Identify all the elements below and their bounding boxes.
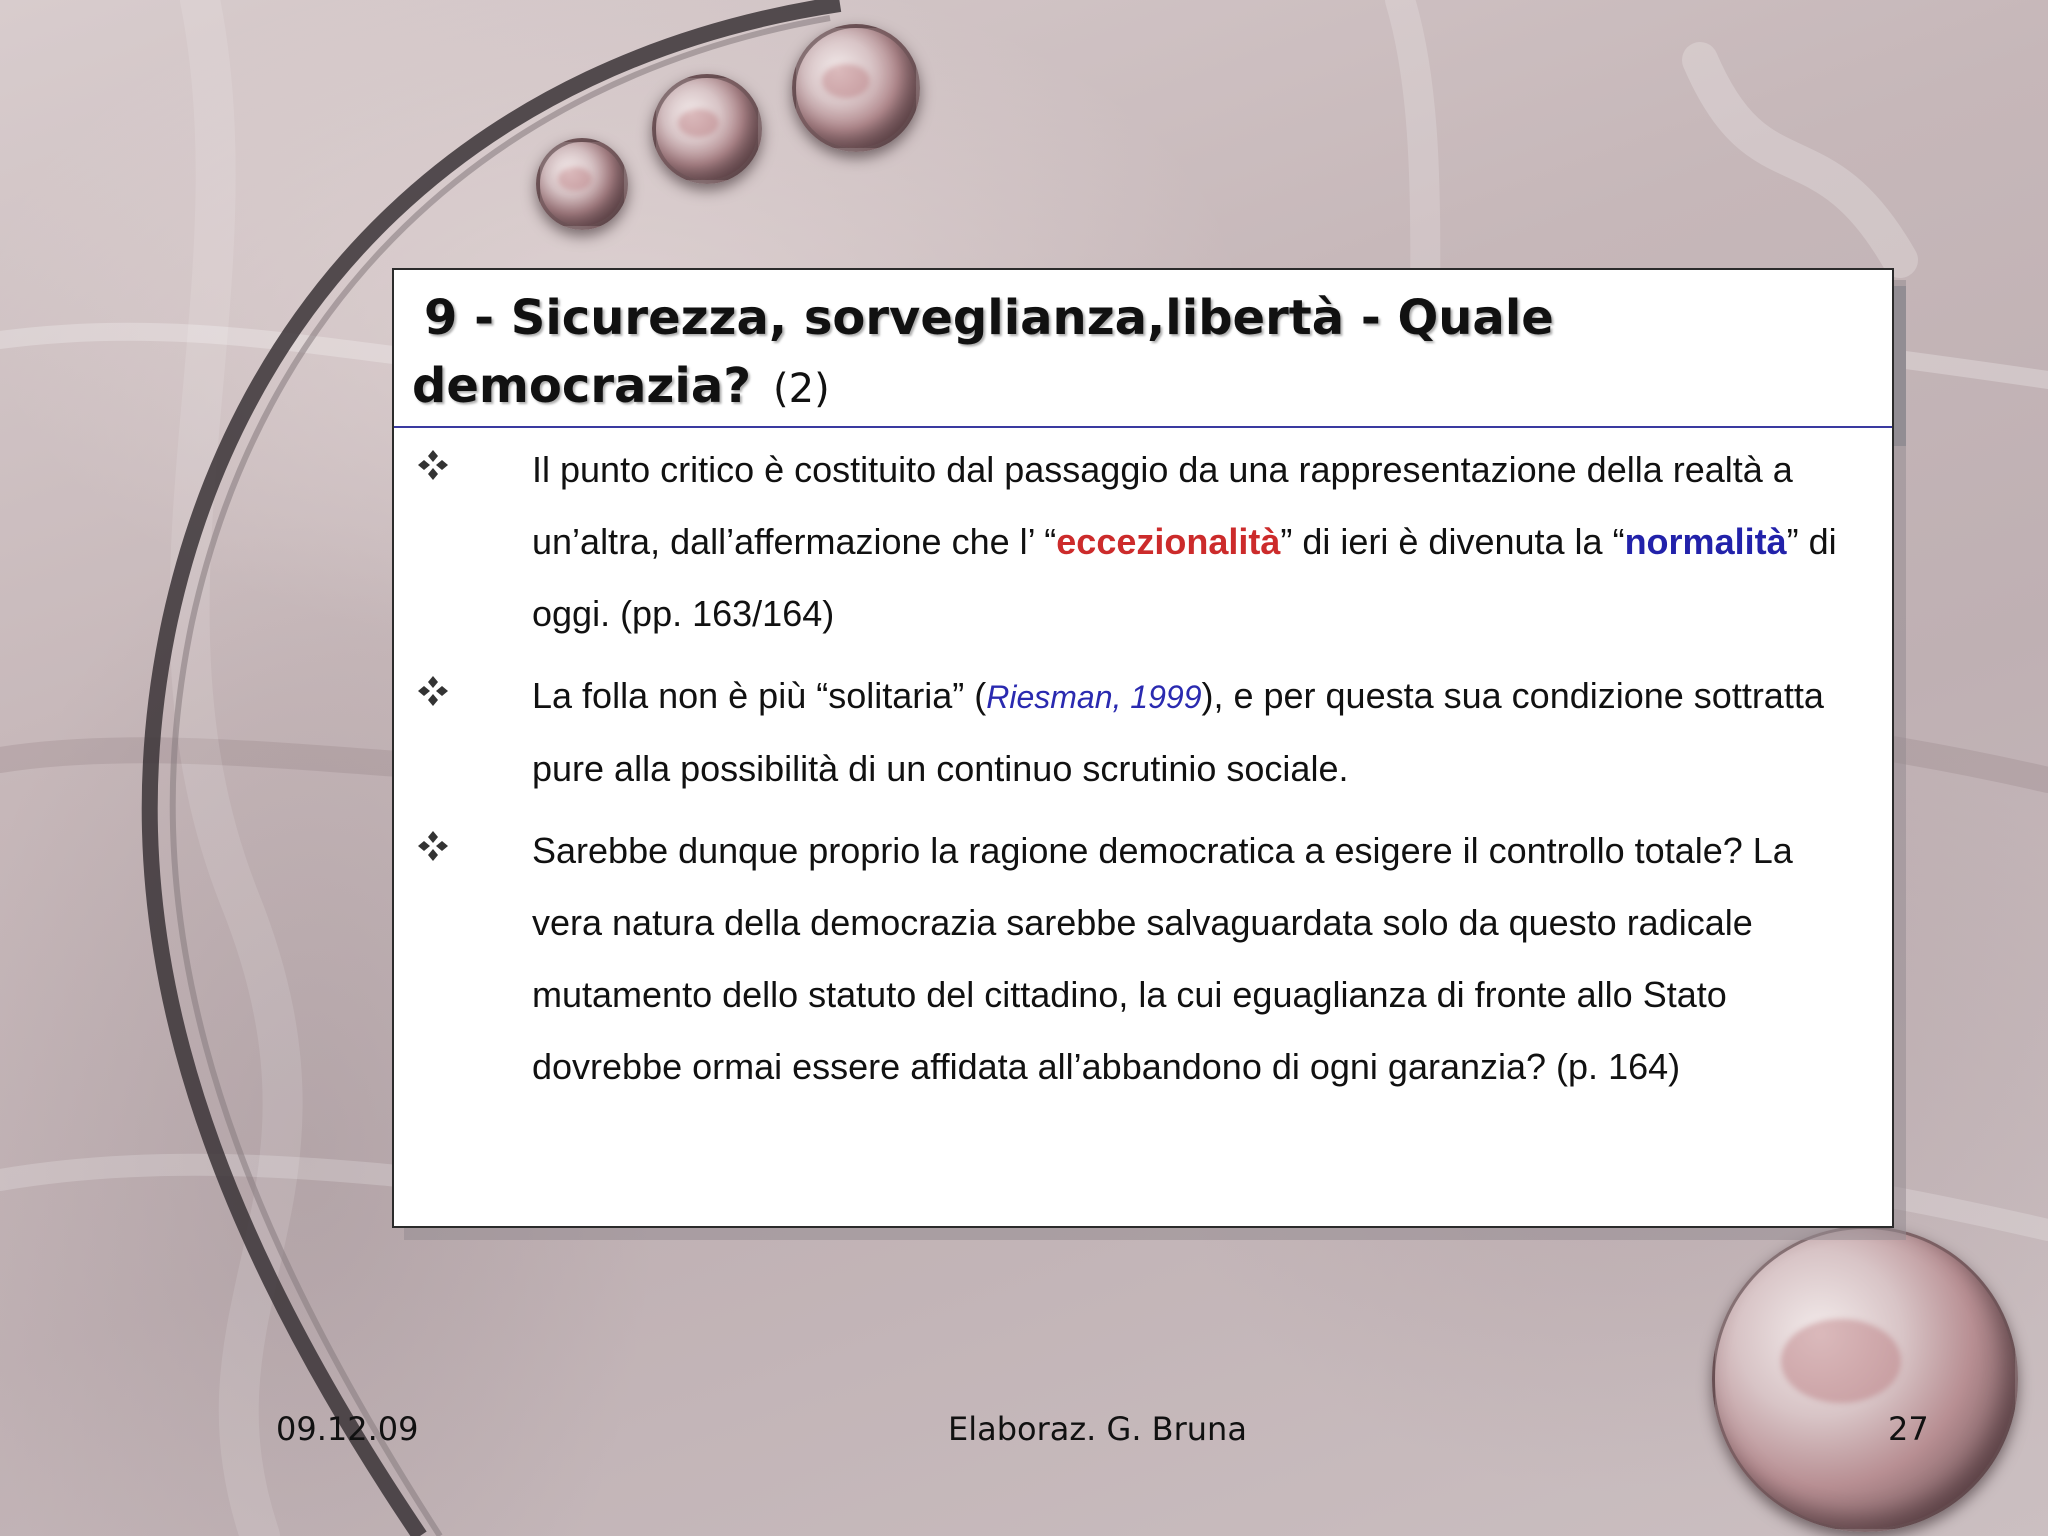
text-segment: ” di oggi. (pp. 163/164) (532, 521, 1837, 634)
content-card (392, 268, 1894, 1228)
diamond-bullet-icon (416, 674, 450, 708)
footer-date: 09.12.09 (276, 1410, 419, 1448)
bullet-text (532, 434, 1872, 650)
marble-sphere-small (536, 138, 628, 230)
title-box (394, 270, 1892, 428)
marble-sphere-large (792, 24, 920, 152)
bullet-text (532, 660, 1872, 805)
emphasis-red: eccezionalità (1056, 521, 1281, 562)
title-suffix: (2) (773, 366, 830, 412)
title-line-1: 9 - Sicurezza, sorveglianza,libertà - Quale (424, 290, 1554, 346)
marble-sphere-medium (652, 74, 762, 184)
diamond-bullet-icon (416, 829, 450, 863)
list-item (394, 434, 1892, 650)
citation: Riesman, 1999 (986, 679, 1202, 715)
marble-sphere-corner (1712, 1226, 2018, 1532)
diamond-bullet-icon (416, 448, 450, 482)
text-segment: Il punto critico è costituito dal passaggio da una rappresentazione della realtà a un’altra, dall’affermazione che l’ “ (532, 449, 1793, 562)
text-segment: ), e per questa sua condizione sottratta pure alla possibilità di un continuo scrutinio sociale. (532, 675, 1824, 789)
list-item (394, 815, 1892, 1103)
text-segment: La folla non è più “solitaria” ( (532, 675, 987, 716)
title-line-2: democrazia? (412, 358, 752, 414)
bullet-list (394, 428, 1892, 1103)
emphasis-blue: normalità (1624, 521, 1787, 562)
list-item (394, 660, 1892, 805)
footer-author: Elaboraz. G. Bruna (948, 1410, 1247, 1448)
card-shadow (1894, 286, 1906, 446)
bullet-text: Sarebbe dunque proprio la ragione democratica a esigere il controllo totale? La vera natura della democrazia sarebbe salvaguardata solo da questo radicale mutamento dello statuto del cittadino, la cui eguaglianza di fronte allo Stato dovrebbe ormai essere affidata all’abbandono di ogni garanzia? (p. 164) (532, 830, 1793, 1087)
slide-title (412, 284, 1874, 423)
text-segment: ” di ieri è divenuta la “ (1280, 521, 1625, 562)
page-number: 27 (1888, 1410, 1929, 1448)
